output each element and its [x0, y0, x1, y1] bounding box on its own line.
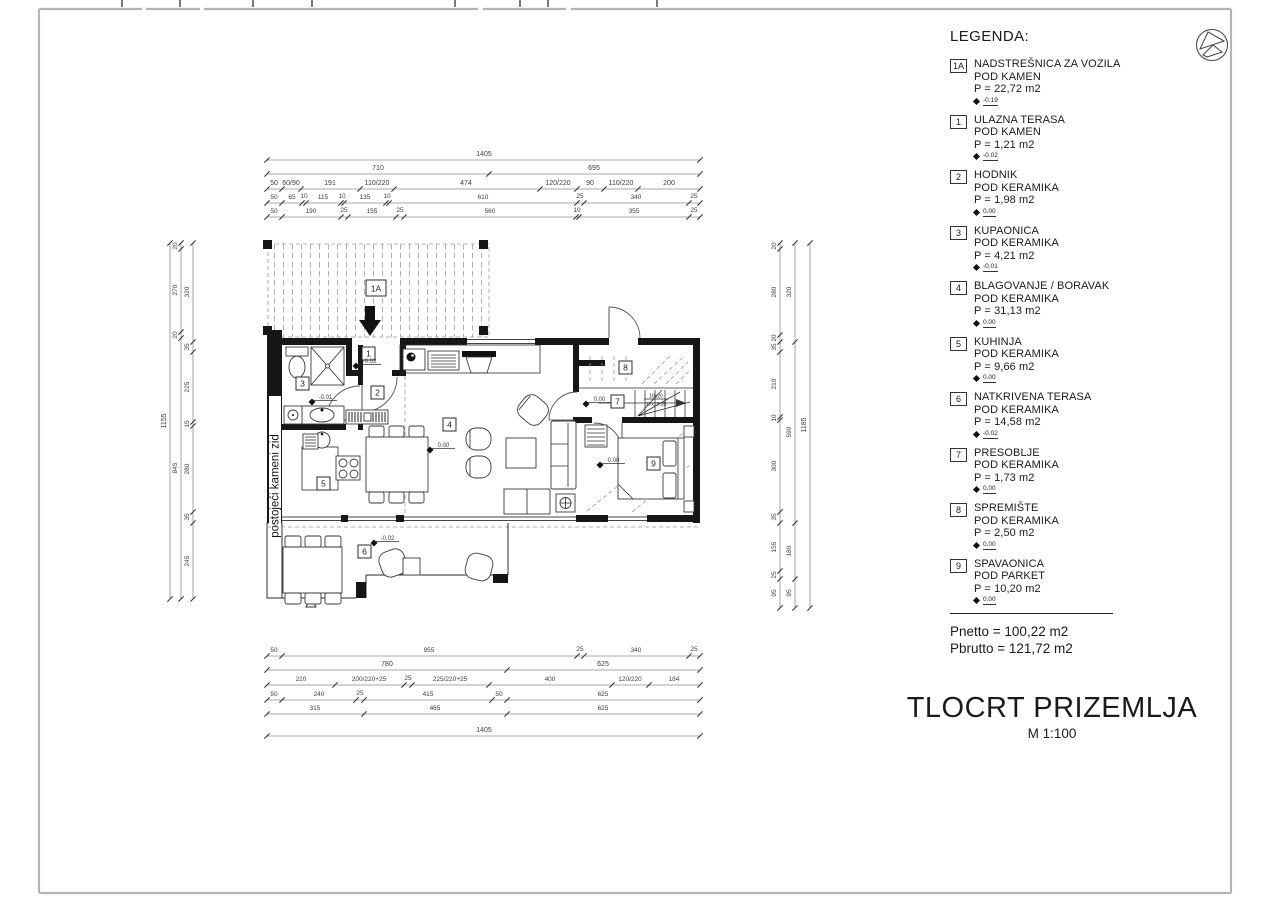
dim-text: 340: [630, 194, 642, 201]
dim-text: 225/220+25: [432, 676, 468, 683]
legend-item-area: P = 4,21 m2: [974, 249, 1035, 262]
svg-text:4: 4: [447, 419, 452, 430]
legend-total-netto: Pnetto = 100,22 m2: [950, 624, 1069, 639]
legend-item-elevation: [974, 208, 1059, 217]
dim-text: 590: [786, 426, 793, 438]
legend-item-elevation: [974, 430, 1091, 439]
legend-item-name: HODNIK: [974, 169, 1018, 181]
legend-item-elevation: [974, 97, 1120, 106]
dim-text: 115: [317, 194, 329, 201]
elevation-value: -0.01: [983, 263, 998, 270]
dim-text: 1405: [476, 727, 492, 734]
dim-text: 270: [172, 284, 179, 296]
dim-text: 200: [663, 180, 675, 187]
legend-item-number: 5: [950, 337, 967, 351]
dim-text: 560: [484, 208, 496, 215]
legend-item-name: SPREMIŠTE: [974, 502, 1039, 514]
dim-text: 780: [381, 661, 393, 668]
dim-text: 25: [771, 571, 778, 579]
room-label-1A: [366, 280, 386, 296]
elevation-value: -0.02: [983, 152, 998, 159]
legend-items: [950, 58, 1200, 605]
dim-text: 135: [359, 194, 371, 201]
elevation-value: 0.00: [983, 596, 996, 603]
dim-text: 120/220: [545, 180, 571, 187]
dim-text: 25: [690, 646, 698, 653]
dim-text: 415: [422, 691, 434, 698]
svg-text:1A: 1A: [370, 283, 382, 294]
room-label-6: [358, 545, 371, 558]
elevation-diamond-icon: [973, 319, 980, 326]
dim-text: 315: [309, 705, 321, 712]
legend-item-number: 7: [950, 448, 967, 462]
room-label-3: [296, 377, 309, 390]
legend-item: [950, 336, 1200, 384]
legend-item-area: P = 2,50 m2: [974, 527, 1035, 539]
drawing-scale: M 1:100: [1027, 726, 1077, 741]
svg-text:5: 5: [321, 478, 326, 489]
dim-text: 95: [786, 589, 793, 597]
dim-text: 50: [270, 194, 278, 201]
dim-text: 845: [172, 462, 179, 474]
legend-item-elevation: [974, 541, 1059, 550]
stair-note-bottom: 17x17,05: [645, 402, 667, 408]
legend-item-floor: POD KERAMIKA: [974, 459, 1059, 471]
dim-text: 625: [597, 691, 609, 698]
legend-item-elevation: [974, 485, 1059, 494]
bathroom-fixtures: [284, 347, 344, 424]
dim-text: 10: [383, 193, 391, 200]
legend-item-number: 6: [950, 392, 967, 406]
legend-item-number: 8: [950, 503, 967, 517]
dim-text: 245: [184, 555, 191, 567]
dim-text: 10: [573, 207, 581, 214]
legend-item-area: P = 1,21 m2: [974, 138, 1035, 151]
legend-heading: LEGENDA:: [950, 28, 1030, 45]
dim-text: 625: [597, 661, 609, 668]
legend-item: [950, 58, 1200, 106]
dim-text: 320: [184, 286, 191, 298]
dim-text: 280: [184, 463, 191, 475]
dim-text: 25: [396, 207, 404, 214]
legend-item-area: P = 14,58 m2: [974, 416, 1041, 428]
elevation-value: 0.00: [983, 207, 996, 215]
room-label-7: [611, 395, 624, 408]
dim-text: 10: [300, 193, 308, 200]
elevation-value: -0.01: [318, 395, 333, 401]
dim-text: 35: [184, 513, 191, 521]
cropped-top-tick-marks: [122, 0, 657, 7]
dim-text: 110/220: [364, 180, 390, 187]
elevation-value: 0.00: [983, 374, 996, 381]
dim-text: 1405: [476, 151, 492, 158]
svg-text:2: 2: [375, 387, 380, 398]
legend-item: [950, 391, 1200, 439]
svg-text:9: 9: [651, 458, 656, 469]
legend-item-area: P = 10,20 m2: [974, 582, 1041, 595]
legend-item-area: P = 9,66 m2: [974, 360, 1035, 373]
legend-item-number: 1: [950, 115, 967, 129]
drawing-title: TLOCRT PRIZEMLJA: [906, 692, 1198, 724]
legend-item-number: 9: [950, 559, 967, 573]
legend-item-elevation: [974, 152, 1065, 161]
dim-text: 1185: [801, 417, 808, 433]
svg-text:7: 7: [615, 396, 620, 407]
dim-text: 110/220: [608, 180, 634, 187]
dim-text: 400: [544, 676, 556, 683]
elevation-value: 0.00: [437, 443, 450, 449]
legend-item-name: BLAGOVANJE / BORAVAK: [974, 280, 1110, 292]
dim-text: 25: [690, 193, 698, 200]
dim-text: 155: [366, 208, 378, 215]
legend-item-elevation: [974, 374, 1059, 383]
dim-text: 20: [172, 242, 179, 250]
svg-text:3: 3: [300, 378, 305, 389]
dim-text: 191: [324, 180, 336, 187]
dim-text: 35: [771, 343, 778, 351]
dim-text: 20: [771, 242, 778, 250]
legend-item-name: NATKRIVENA TERASA: [974, 391, 1092, 403]
legend-total-brutto: Pbrutto = 121,72 m2: [950, 641, 1073, 656]
legend-item-name: PRESOBLJE: [974, 446, 1040, 459]
elevation-value: -0.02: [362, 359, 377, 365]
dim-text: 190: [305, 208, 317, 215]
dim-text: 474: [460, 180, 472, 187]
legend-item-floor: POD PARKET: [974, 570, 1046, 582]
dim-text: 50: [270, 208, 278, 215]
elevation-value: 0.00: [593, 397, 606, 403]
dim-text: 10: [338, 193, 346, 200]
legend-item: [950, 114, 1200, 162]
legend: [950, 28, 1200, 657]
title-block: [882, 692, 1222, 741]
dim-text: 955: [423, 647, 435, 654]
elevation-value: 0.00: [983, 485, 996, 492]
bedroom-furniture: [585, 425, 694, 512]
elevation-diamond-icon: [973, 486, 980, 493]
legend-item-floor: POD KERAMIKA: [974, 237, 1059, 249]
dim-text: 25: [404, 675, 412, 682]
legend-item-name: ULAZNA TERASA: [974, 113, 1065, 126]
dim-text: 220: [295, 676, 307, 683]
dim-text: 695: [588, 165, 600, 172]
dim-text: 340: [630, 647, 642, 654]
elevation-diamond-icon: [973, 97, 980, 104]
legend-item-elevation: [974, 596, 1045, 605]
dim-text: 25: [576, 646, 584, 653]
legend-item-number: 1A: [950, 59, 967, 73]
dim-text: 1155: [161, 413, 168, 429]
legend-item-name: KUHINJA: [974, 335, 1022, 348]
legend-item-floor: POD KAMEN: [974, 126, 1041, 138]
dim-text: 710: [372, 165, 384, 172]
legend-item: [950, 502, 1200, 550]
elevation-diamond-icon: [973, 430, 980, 437]
svg-text:6: 6: [362, 546, 367, 557]
dim-text: 320: [786, 286, 793, 298]
elevation-diamond-icon: [973, 208, 980, 215]
elevation-diamond-icon: [973, 153, 980, 160]
elevation-value: -0.02: [380, 536, 395, 542]
room-label-4: [443, 418, 456, 431]
elevation-diamond-icon: [973, 375, 980, 382]
legend-item-floor: POD KERAMIKA: [974, 514, 1059, 527]
room-label-5: [317, 477, 330, 490]
dim-text: 210: [771, 378, 778, 390]
elevation-value: 0.00: [983, 540, 996, 548]
svg-text:1: 1: [366, 348, 371, 359]
legend-item-area: P = 22,72 m2: [974, 83, 1041, 95]
dim-text: 50: [270, 647, 278, 654]
dim-text: 50: [270, 180, 278, 187]
legend-item: [950, 280, 1200, 328]
logo-icon: [1197, 30, 1228, 61]
dim-text: 225: [184, 381, 191, 393]
elevation-diamond-icon: [973, 597, 980, 604]
legend-item-elevation: [974, 319, 1109, 328]
dim-text: 35: [771, 513, 778, 521]
elevation-diamond-icon: [973, 264, 980, 271]
hall-closet: [346, 410, 388, 424]
dim-text: 65: [288, 194, 296, 201]
legend-item-number: 4: [950, 281, 967, 295]
elevation-diamond-icon: [973, 541, 980, 548]
legend-item-area: P = 1,73 m2: [974, 471, 1035, 484]
dim-text: 25: [690, 207, 698, 214]
legend-item-area: P = 1,98 m2: [974, 194, 1035, 206]
legend-item-floor: POD KERAMIKA: [974, 181, 1059, 194]
legend-item: [950, 558, 1200, 606]
dim-text: 610: [477, 194, 489, 201]
dim-text: 50: [495, 691, 503, 698]
dim-text: 90: [586, 180, 594, 187]
existing-wall-note: [269, 396, 282, 576]
legend-separator: [950, 613, 1113, 614]
dim-text: 465: [429, 705, 441, 712]
dim-text: 200/220+25: [351, 676, 387, 683]
room-label-9: [647, 457, 660, 470]
dim-text: 95: [771, 589, 778, 597]
dim-text: 280: [771, 286, 778, 298]
dim-text: 25: [356, 690, 364, 697]
elevation-value: -0.19: [983, 96, 998, 104]
room-label-2: [371, 386, 384, 399]
legend-item-floor: POD KERAMIKA: [974, 403, 1059, 416]
legend-item: [950, 225, 1200, 273]
legend-item: [950, 447, 1200, 495]
svg-text:8: 8: [623, 362, 628, 373]
legend-item-number: 3: [950, 226, 967, 240]
stair-note-top: 16x20: [649, 393, 663, 400]
dim-text: 25: [340, 207, 348, 214]
dim-text: 35: [184, 343, 191, 351]
dim-text: 180: [786, 545, 793, 557]
dim-text: 10: [771, 414, 778, 422]
legend-item-name: SPAVAONICA: [974, 557, 1045, 570]
elevation-value: -0.02: [983, 429, 998, 437]
dim-text: 120/220: [618, 676, 642, 683]
dim-text: 184: [668, 676, 680, 683]
dim-text: 50: [270, 691, 278, 698]
elevation-value: 0.00: [983, 318, 996, 326]
legend-item: [950, 169, 1200, 217]
legend-item-floor: POD KERAMIKA: [974, 348, 1059, 360]
dim-text: 20: [771, 334, 778, 342]
legend-item-elevation: [974, 263, 1059, 272]
dim-text: 20: [172, 331, 179, 339]
svg-text:postojeći kameni zid: postojeći kameni zid: [269, 434, 282, 538]
legend-item-area: P = 31,13 m2: [974, 305, 1041, 317]
legend-item-floor: POD KERAMIKA: [974, 292, 1059, 305]
dim-text: 15: [184, 420, 191, 428]
dim-text: 240: [313, 691, 325, 698]
legend-item-number: 2: [950, 170, 967, 184]
legend-item-name: KUPAONICA: [974, 224, 1039, 237]
dim-text: 155: [771, 541, 778, 553]
dim-text: 25: [576, 193, 584, 200]
dim-text: 625: [597, 705, 609, 712]
room-label-8: [619, 361, 632, 374]
dim-text: 60/90: [282, 180, 300, 187]
dim-text: 300: [771, 460, 778, 472]
dim-text: 355: [628, 208, 640, 215]
legend-item-floor: POD KAMEN: [974, 70, 1041, 83]
dining-living-furniture: [366, 391, 576, 514]
legend-item-name: NADSTREŠNICA ZA VOZILA: [974, 58, 1121, 70]
elevation-value: 0.00: [607, 458, 620, 464]
